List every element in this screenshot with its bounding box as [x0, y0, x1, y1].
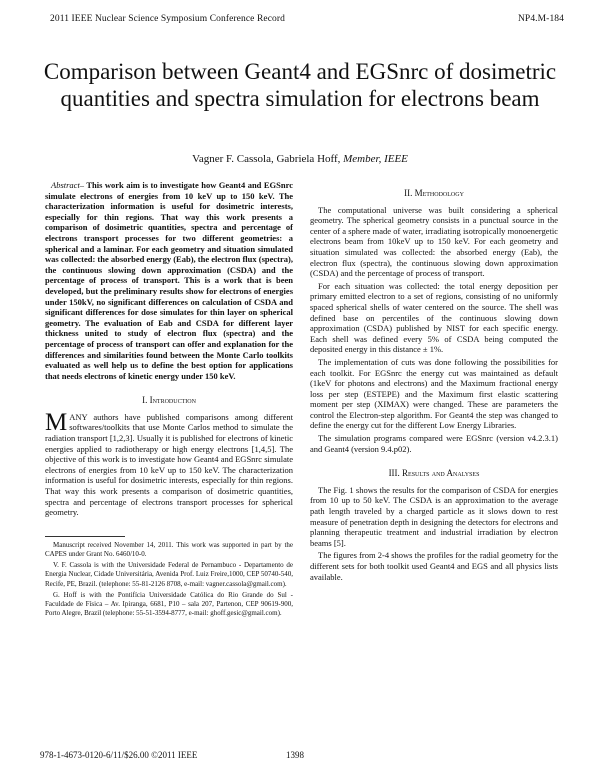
- methodology-paragraph: The computational universe was built considering a spherical geometry. The spherical geometry consists in a punctual source in the center of a sphere made of water, irradiating isotropically monoenergetic electrons beam from 10keV up to 150 keV. For each geometry and situation simulated was collected: the absorbed energy (Eab), the electron flux (spectra), the continuous slowing down approximation (CSDA) and the percentage of process of transport.: [310, 204, 558, 279]
- left-column: [45, 180, 293, 620]
- abstract: [45, 180, 293, 381]
- right-column: [310, 180, 558, 584]
- author-membership: Member, IEEE: [343, 153, 408, 165]
- footnote-manuscript: Manuscript received November 14, 2011. This work was supported in part by the CAPES under Grant No. 6460/10-0.: [45, 540, 293, 559]
- footer-isbn: 978-1-4673-0120-6/11/$26.00 ©2011 IEEE: [40, 750, 198, 760]
- abstract-lead: Abstract–: [51, 180, 85, 190]
- section-heading-methodology: II. Methodology: [404, 188, 464, 198]
- footnote-divider: [45, 536, 125, 537]
- author-names: Vagner F. Cassola, Gabriela Hoff,: [192, 153, 341, 165]
- page-number: 1398: [286, 750, 304, 760]
- section-heading-results: III. Results and Analyses: [388, 468, 480, 479]
- results-paragraph: The Fig. 1 shows the results for the comparison of CSDA for energies from 10 up to 50 keV. The CSDA is an approximation to the average path length traveled by a charged particle as it slows down to rest measure of penetration depth in designing the detectors for electrons and planning therapeutic treatment and industrial irradiation by electron beams [5].: [310, 484, 558, 548]
- intro-text: ANY authors have published comparisons among different softwares/toolkits that use Monte Carlos method to simulate the radiation transport [1,2,3]. Usually it is published for electrons of kinetic energies applied to radiotherapy or high energy electrons [1,4,5]. The objective of this work is to investigate how Geant4 and EGSnrc simulate electrons of energies from 10 keV up to 150 keV. The characterization information is useful for dosimetric interests, especially for thin regions. That way this work presents a comparison of dosimetric quantities, spectra and percentage of electrons transport processes for spherical geometry.: [45, 411, 293, 518]
- methodology-paragraph: The implementation of cuts was done following the possibilities for each toolkit. For EGSnrc the energy cut was maintained as default (1keV for photons and electrons) and the Maximum fractional energy loss per step (ESTEPE) and the Maximum first elastic scattering moment per step (XIMAX) were changed. These are parameters the control the Electron-step algorithm. For Geant4 the step was changed to define the energy cut for the different Low Energy Libraries.: [310, 356, 558, 431]
- header-paper-id: NP4.M-184: [517, 14, 564, 24]
- intro-paragraph: [45, 408, 293, 518]
- methodology-paragraph: For each situation was collected: the total energy deposition per primary emitted electron to a set of regions, consisting of no uniformly spaced spherical shells of water centered on the source. The shell was defined base on percentiles of the continuous slowing down approximation (CSDA) published by NIST for each specific energy. Each shell was defined every 5% of CSDA being computed the deposited energy in this distance ± 1%.: [310, 280, 558, 355]
- section-heading-introduction: I. Introduction: [142, 395, 196, 406]
- methodology-paragraph: The simulation programs compared were EGSnrc (version v4.2.3.1) and Geant4 (version 9.4.p02).: [310, 433, 558, 454]
- abstract-text: This work aim is to investigate how Geant4 and EGSnrc simulate electrons of energies from 10 keV up to 150 keV. The characterization information is useful for dosimetric interests, especially for thin regions. That way this work presents a comparison of dosimetric quantities, spectra and percentage of electrons transport processes for two different geometries: a spherical and a laminar. For each geometry and situation simulated was collected: the absorbed energy (Eab), the electron flux (spectra), the continuous slowing down approximation (CSDA) and the percentage of process of transport. This is a work that is been developed, but the preliminary results show for electrons of energies under 150kV, no significant differences on calculation of CSDA and significant differences for dose simulates for thin layer on spherical geometry. The evaluation of Eab and CSDA for different layer thickness united to study of electron flux (spectra) and the percentage of process of transport can offer and explanation for the differences and similarities found between the Monte Carlo toolkits evaluated as well help us to define the best option for applications that needs electrons of kinetic energy under 150 keV.: [45, 180, 293, 381]
- intro-dropcap: M: [45, 408, 68, 436]
- footnote-author-cassola: V. F. Cassola is with the Universidade Federal de Pernambuco - Departamento de Energia Nuclear, Cidade Universitária, Avenida Prof. Luiz Freire,1000, CEP 50740-540, Recife, PE, Brazil. (telephone: 55-81-2126 8708, e-mail: vagner.cassola@gmail.com).: [45, 561, 293, 588]
- results-paragraph: The figures from 2-4 shows the profiles for the radial geometry for the different sets for both toolkit used Geant4 and EGS and all physics lists available.: [310, 550, 558, 582]
- author-line: [50, 153, 550, 165]
- footnote-author-hoff: G. Hoff is with the Pontifícia Universidade Católica do Rio Grande do Sul - Faculdade de Física – Av. Ipiranga, 6681, P10 – sala 207, Partenon, CEP 90619-900, Porto Alegre, Brazil (telephone: 55-51-3594-8777, e-mail: ghoff.gesic@gmail.com).: [45, 590, 293, 618]
- paper-title: Comparison between Geant4 and EGSnrc of dosimetric quantities and spectra simulation for electrons beam: [43, 59, 557, 111]
- header-conference: 2011 IEEE Nuclear Science Symposium Conference Record: [50, 14, 285, 24]
